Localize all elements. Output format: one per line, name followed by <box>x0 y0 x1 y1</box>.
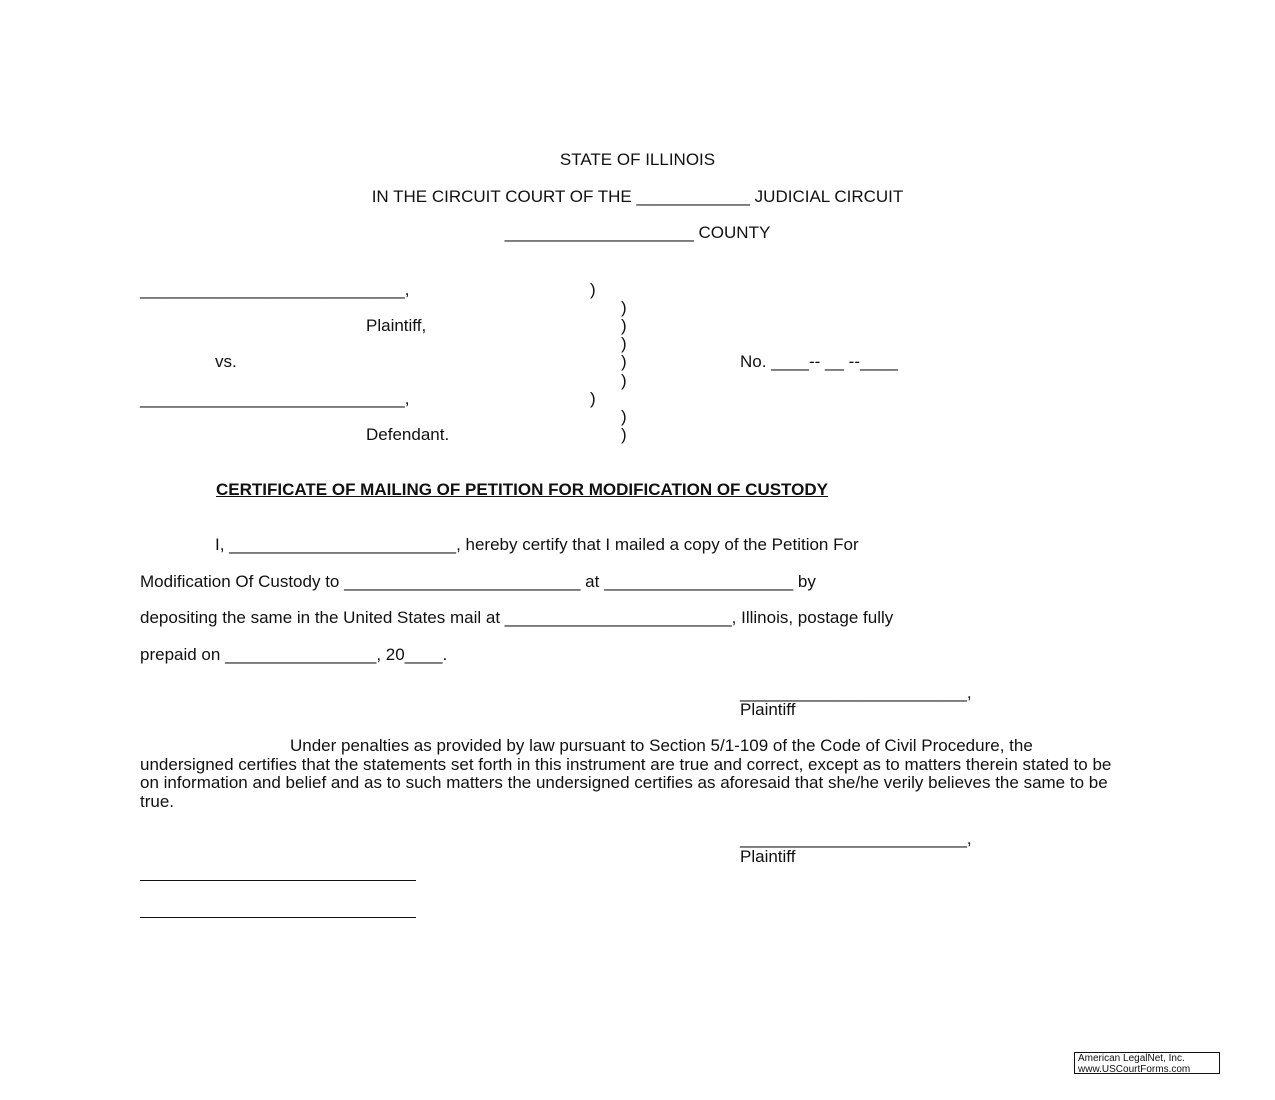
caption-paren: ) <box>621 407 627 426</box>
defendant-label: Defendant. <box>366 425 450 444</box>
circuit-heading: IN THE CIRCUIT COURT OF THE ____________ JUDICIAL CIRCUIT <box>371 187 904 206</box>
signature-line: ________________________, <box>740 829 972 848</box>
caption-paren: ) <box>621 316 627 335</box>
signature-label: Plaintiff <box>740 700 796 719</box>
plaintiff-name-blank: ____________________________, <box>140 280 410 299</box>
caption-paren: ) <box>621 352 627 371</box>
publisher-name: American LegalNet, Inc. <box>1078 1053 1185 1064</box>
case-number: No. ____-- __ --____ <box>740 352 898 371</box>
body-line-2: Modification Of Custody to _________________________ at ____________________ by <box>140 572 816 591</box>
blank-rule <box>140 917 416 918</box>
caption-paren: ) <box>590 389 596 408</box>
signature-line: ________________________, <box>740 683 972 702</box>
county-heading: ____________________ COUNTY <box>504 223 771 242</box>
blank-rule <box>140 880 416 881</box>
caption-paren: ) <box>621 425 627 444</box>
vs-label: vs. <box>215 352 237 371</box>
caption-paren: ) <box>621 371 627 390</box>
publisher-url: www.USCourtForms.com <box>1078 1064 1191 1075</box>
document-title: CERTIFICATE OF MAILING OF PETITION FOR MODIFICATION OF CUSTODY <box>216 480 828 499</box>
state-heading: STATE OF ILLINOIS <box>559 150 716 169</box>
caption-paren: ) <box>621 334 627 353</box>
publisher-stamp <box>1074 1052 1220 1074</box>
plaintiff-label: Plaintiff, <box>366 316 427 335</box>
defendant-name-blank: ____________________________, <box>140 389 410 408</box>
caption-paren: ) <box>621 298 627 317</box>
caption-paren: ) <box>590 280 596 299</box>
body-line-1: I, ________________________, hereby certify that I mailed a copy of the Petition For <box>215 535 859 554</box>
signature-label: Plaintiff <box>740 847 796 866</box>
body-line-4: prepaid on ________________, 20____. <box>140 645 448 664</box>
body-line-3: depositing the same in the United States mail at ________________________, Illinois, postage fully <box>140 608 894 627</box>
verification-paragraph: Under penalties as provided by law pursuant to Section 5/1-109 of the Code of Civil Procedure, the undersigned certifies that the statements set forth in this instrument are true and correct, except as to matters therein stated to be on information and belief and as to such matters the undersigned certifies as aforesaid that she/he verily believes the same to be true. <box>140 736 1112 811</box>
